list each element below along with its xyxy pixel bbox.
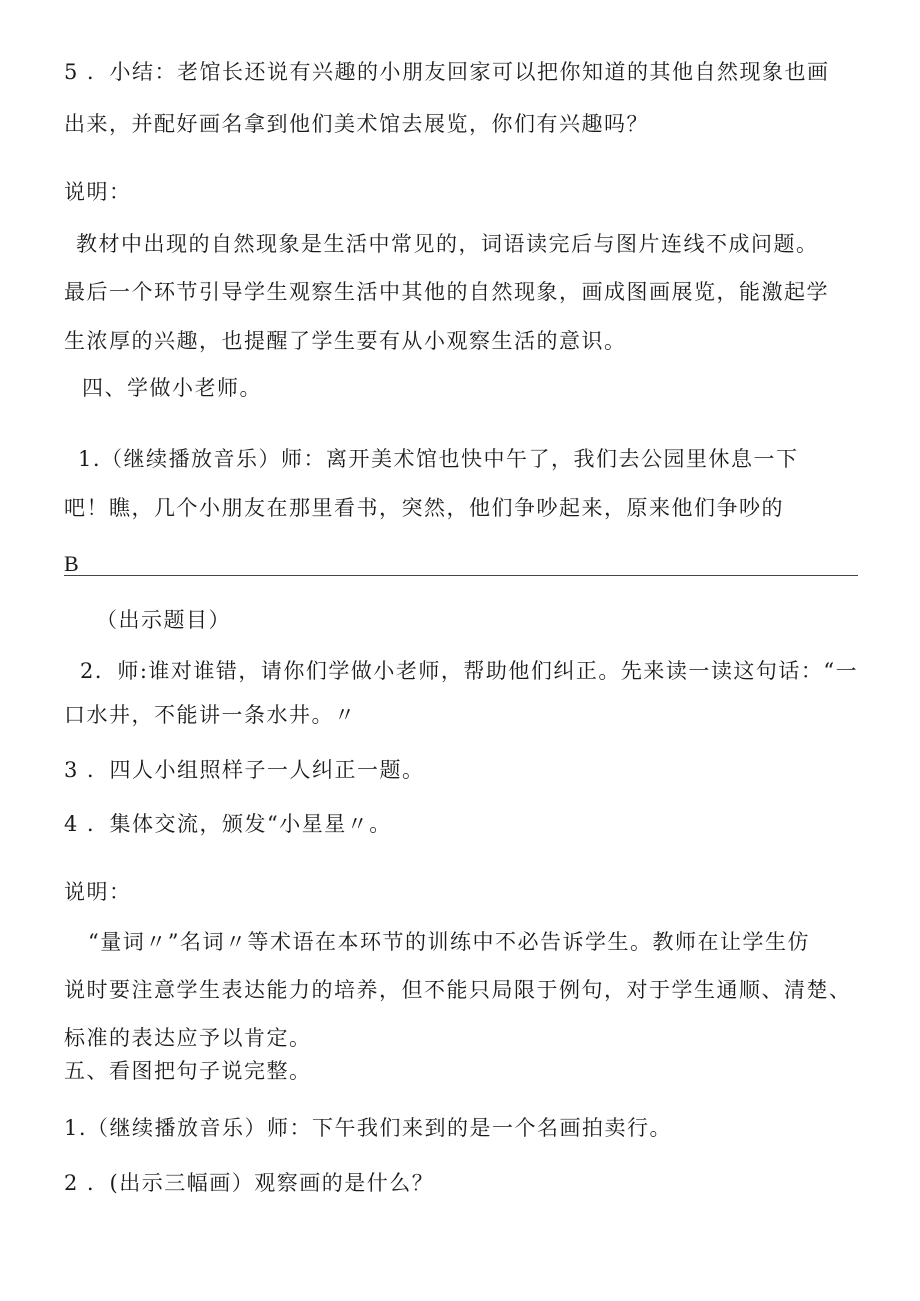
section-5-item-2: 2 ．(出示三幅画）观察画的是什么？ (64, 1171, 435, 1195)
fill-in-blank-marker: B (64, 551, 81, 576)
section-4-item-2-line-1: 2．师:谁对谁错，请你们学做小老师，帮助他们纠正。先来读一读这句话：“一 (80, 659, 859, 683)
note-2-paragraph-line-3: 标准的表达应予以肯定。 (64, 1026, 312, 1050)
note-paragraph-line-3: 生浓厚的兴趣，也提醒了学生要有从小观察生活的意识。 (64, 329, 627, 353)
section-4-item-1-line-1: 1.（继续播放音乐）师：离开美术馆也快中午了，我们去公园里休息一下 (78, 447, 799, 471)
note-label-2: 说明： (64, 880, 132, 904)
note-2-paragraph-line-1: “量词〃”名词〃等术语在本环节的训练中不必告诉学生。教师在让学生仿 (88, 930, 810, 954)
section-4-item-3: 3 ．四人小组照样子一人纠正一题。 (64, 758, 425, 782)
section-4-heading: 四、学做小老师。 (82, 376, 262, 400)
item-5-summary-line-2: 出来，并配好画名拿到他们美术馆去展览，你们有兴趣吗？ (64, 112, 649, 136)
item-5-summary-line-1: 5 ．小结：老馆长还说有兴趣的小朋友回家可以把你知道的其他自然现象也画 (64, 60, 830, 84)
note-2-paragraph-line-2: 说时要注意学生表达能力的培养，但不能只局限于例句，对于学生通顺、清楚、 (64, 978, 852, 1002)
note-paragraph-line-2: 最后一个环节引导学生观察生活中其他的自然现象，画成图画展览，能激起学 (64, 280, 829, 304)
section-4-item-4: 4 ．集体交流，颁发“小星星〃。 (64, 812, 392, 836)
fill-in-blank-underline (64, 575, 858, 576)
show-question-note: （出示题目） (96, 608, 231, 632)
section-5-heading: 五、看图把句子说完整。 (64, 1059, 312, 1083)
section-4-item-1-line-2: 吧！瞧，几个小朋友在那里看书，突然，他们争吵起来，原来他们争吵的 (64, 496, 784, 520)
note-label: 说明： (64, 180, 132, 204)
section-4-item-2-line-2: 口水井，不能讲一条水井。〃 (64, 703, 357, 727)
section-5-item-1: 1.（继续播放音乐）师：下午我们来到的是一个名画拍卖行。 (64, 1116, 673, 1140)
note-paragraph-line-1: 教材中出现的自然现象是生活中常见的，词语读完后与图片连线不成问题。 (76, 232, 819, 256)
